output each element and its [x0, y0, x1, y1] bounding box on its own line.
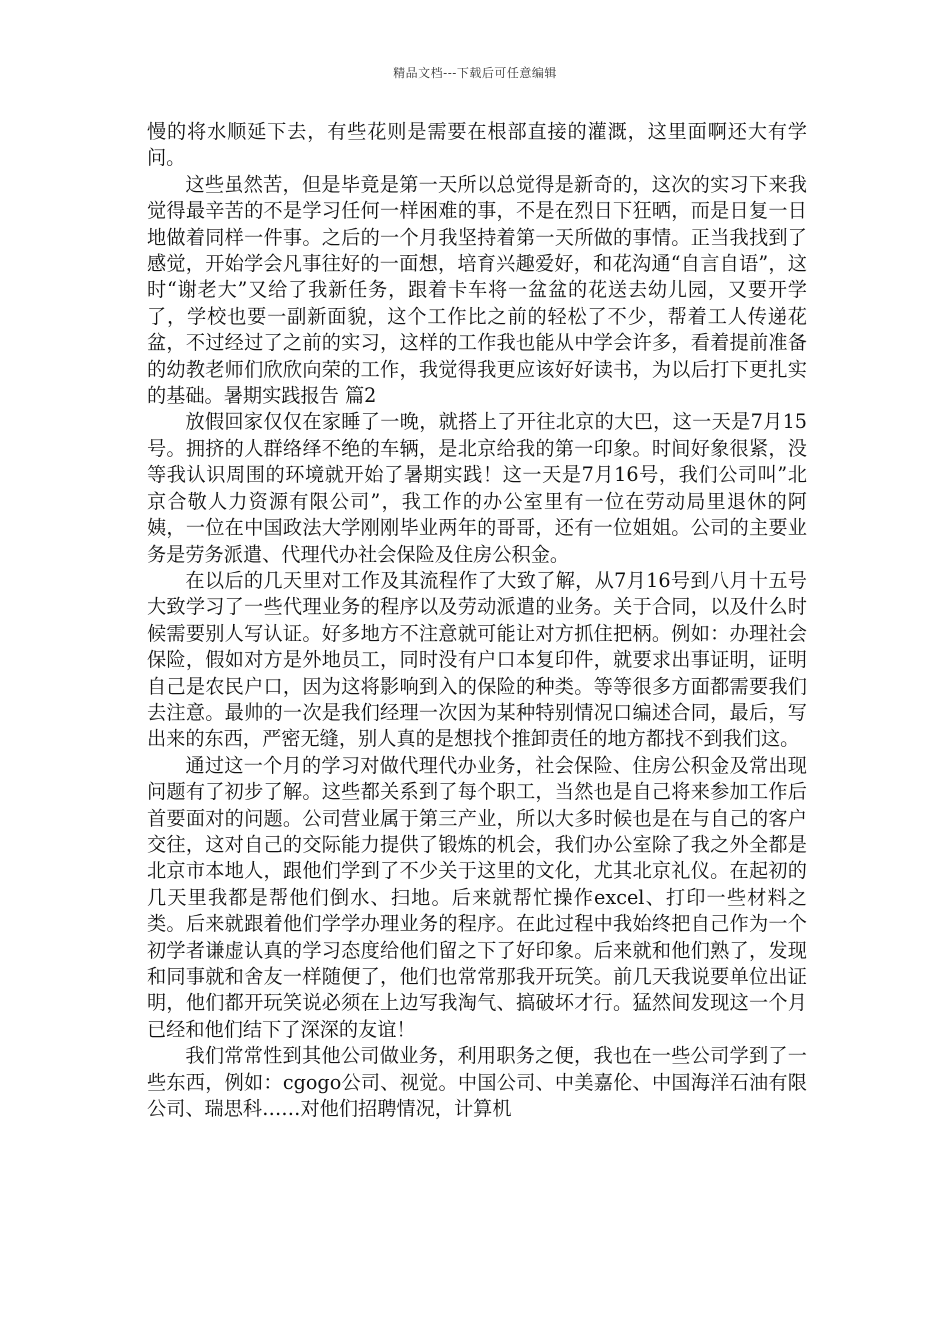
- page-header: 精品文档---下载后可任意编辑: [393, 66, 557, 80]
- paragraph-1: 慢的将水顺延下去，有些花则是需要在根部直接的灌溉，这里面啊还大有学问。: [147, 120, 807, 170]
- paragraph-6: 我们常常性到其他公司做业务，利用职务之便，我也在一些公司学到了一些东西，例如：cgogo公司、视觉。中国公司、中美嘉伦、中国海洋石油有限公司、瑞思科……对他们招聘情况，计算机: [147, 1044, 807, 1121]
- paragraph-4: 在以后的几天里对工作及其流程作了大致了解，从7月16号到八月十五号大致学习了一些代理业务的程序以及劳动派遣的业务。关于合同，以及什么时候需要别人写认证。好多地方不注意就可能让对方抓住把柄。例如：办理社会保险，假如对方是外地员工，同时没有户口本复印件，就要求出事证明，证明自己是农民户口，因为这将影响到入的保险的种类。等等很多方面都需要我们去注意。最帅的一次是我们经理一次因为某种特别情况口编述合同，最后，写出来的东西，严密无缝，别人真的是想找个推卸责任的地方都找不到我们这。: [147, 568, 807, 751]
- paragraph-3: 放假回家仅仅在家睡了一晚，就搭上了开往北京的大巴，这一天是7月15号。拥挤的人群络绎不绝的车辆，是北京给我的第一印象。时间好象很紧，没等我认识周围的环境就开始了暑期实践！这一天是7月16号，我们公司叫”北京合敬人力资源有限公司”，我工作的办公室里有一位在劳动局里退休的阿姨，一位在中国政法大学刚刚毕业两年的哥哥，还有一位姐姐。公司的主要业务是劳务派遣、代理代办社会保险及住房公积金。: [147, 410, 807, 566]
- paragraph-5: 通过这一个月的学习对做代理代办业务，社会保险、住房公积金及常出现问题有了初步了解。这些都关系到了每个职工，当然也是自己将来参加工作后首要面对的问题。公司营业属于第三产业，所以大多时候也是在与自己的客户交往，这对自己的交际能力提供了锻炼的机会，我们办公室除了我之外全都是北京市本地人，跟他们学到了不少关于这里的文化，尤其北京礼仪。在起初的几天里我都是帮他们倒水、扫地。后来就帮忙操作excel、打印一些材料之类。后来就跟着他们学学办理业务的程序。在此过程中我始终把自己作为一个初学者谦虚认真的学习态度给他们留之下了好印象。后来就和他们熟了，发现和同事就和舍友一样随便了，他们也常常那我开玩笑。前几天我说要单位出证明，他们都开玩笑说必须在上边写我淘气、搞破坏才行。猛然间发现这一个月已经和他们结下了深深的友谊！: [147, 753, 807, 1041]
- document-body: [147, 119, 807, 1122]
- paragraph-2: 这些虽然苦，但是毕竟是第一天所以总觉得是新奇的，这次的实习下来我觉得最辛苦的不是学习任何一样困难的事，不是在烈日下狂晒，而是日复一日地做着同样一件事。之后的一个月我坚持着第一天所做的事情。正当我找到了感觉，开始学会凡事往好的一面想，培育兴趣爱好，和花沟通“自言自语”，这时“谢老大”又给了我新任务，跟着卡车将一盆盆的花送去幼儿园，又要开学了，学校也要一副新面貌，这个工作比之前的轻松了不少，帮着工人传递花盆，不过经过了之前的实习，这样的工作我也能从中学会许多，看着提前准备的幼教老师们欣欣向荣的工作，我觉得我更应该好好读书，为以后打下更扎实的基础。暑期实践报告 篇2: [147, 172, 807, 408]
